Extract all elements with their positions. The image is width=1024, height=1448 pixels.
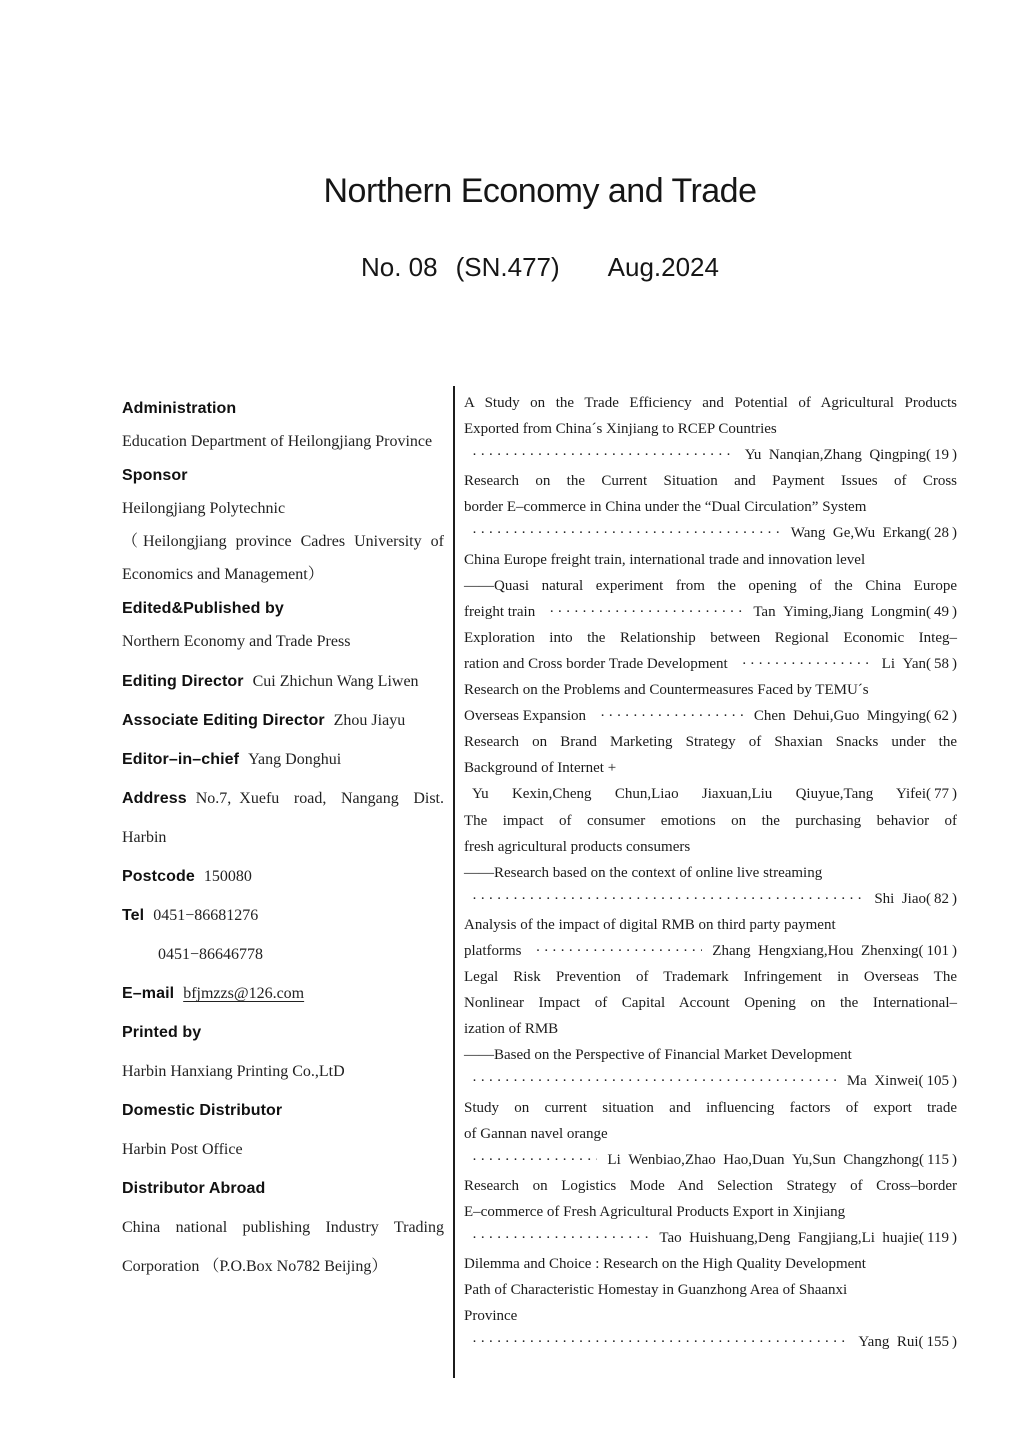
- serial-number: (SN.477): [455, 252, 560, 282]
- toc-authors-page: Chen Dehui,Guo Mingying( 62 ): [753, 708, 957, 725]
- toc-title-line: ——Research based on the context of online live streaming: [464, 864, 823, 881]
- toc-title-line: Research on the Problems and Countermeasures Faced by TEMU´s: [464, 682, 869, 699]
- toc-title-line: Yu Kexin,Cheng Chun,Liao Jiaxuan,Liu Qiuyue,Tang Yifei( 77 ): [472, 786, 957, 803]
- publisher-value: Harbin Hanxiang Printing Co.,LtD: [122, 1063, 345, 1081]
- toc-authors-page: Zhang Hengxiang,Hou Zhenxing( 101 ): [712, 942, 957, 959]
- publisher-row: [122, 779, 444, 857]
- publisher-heading: [122, 1169, 444, 1208]
- publisher-row: [122, 425, 444, 458]
- publisher-row: [122, 1130, 444, 1169]
- publisher-label: Postcode: [122, 868, 195, 886]
- toc-title-line: Research on Logistics Mode And Selection Strategy of Cross–border: [464, 1177, 957, 1194]
- publisher-value: Zhou Jiayu: [333, 712, 406, 730]
- publisher-value: Cui Zhichun Wang Liwen: [252, 673, 419, 691]
- toc-authors-page: Ma Xinwei( 105 ): [846, 1073, 957, 1090]
- issue-number: No. 08: [361, 252, 438, 282]
- toc-title-line: fresh agricultural products consumers: [464, 838, 691, 855]
- toc-leader-dots: [549, 599, 743, 625]
- toc-leader-dots: [742, 651, 872, 677]
- toc-authors-page: Shi Jiao( 82 ): [874, 890, 957, 907]
- publisher-value: China national publishing Industry Trading Corporation （P.O.Box No782 Beijing）: [122, 1219, 444, 1276]
- publisher-row: [122, 740, 444, 779]
- publisher-row: [122, 492, 444, 525]
- toc-line-text: Overseas Expansion: [464, 708, 587, 725]
- toc-leader-dots: [472, 1147, 597, 1173]
- publisher-label: Printed by: [122, 1024, 202, 1042]
- publisher-row: [122, 525, 444, 592]
- journal-title: Northern Economy and Trade: [323, 172, 757, 210]
- publisher-row: [122, 625, 444, 658]
- publisher-row: [122, 974, 444, 1013]
- toc-title-line: ——Quasi natural experiment from the opening of the China Europe: [464, 577, 957, 594]
- issue-date: Aug.2024: [607, 252, 719, 282]
- publisher-row: [122, 857, 444, 896]
- toc-leader-line: [464, 1068, 957, 1094]
- toc-title-line: China Europe freight train, international trade and innovation level: [464, 551, 866, 568]
- toc-title-line: Exploration into the Relationship between Regional Economic Integ–: [464, 629, 957, 646]
- toc-title-line: Path of Characteristic Homestay in Guanzhong Area of Shaanxi: [464, 1282, 848, 1299]
- publisher-label: Distributor Abroad: [122, 1180, 266, 1198]
- toc-title-line: Legal Risk Prevention of Trademark Infringement in Overseas The: [464, 969, 957, 986]
- toc-title-line: Analysis of the impact of digital RMB on third party payment: [464, 916, 836, 933]
- toc-authors-page: Tao Huishuang,Deng Fangjiang,Li huajie( 119 ): [659, 1230, 957, 1246]
- publisher-value: Heilongjiang Polytechnic: [122, 499, 286, 517]
- toc-leader-dots: [536, 938, 703, 964]
- toc-leader-line: [464, 442, 957, 468]
- toc-title-line: Study on current situation and influencing factors of export trade: [464, 1099, 957, 1116]
- publisher-label: Sponsor: [122, 466, 188, 484]
- toc-leader-dots: [472, 1068, 837, 1094]
- toc-authors-page: Li Wenbiao,Zhao Hao,Duan Yu,Sun Changzhong( 115 ): [607, 1151, 957, 1168]
- toc-leader-dots: [472, 886, 864, 912]
- toc-leader-line: [464, 886, 957, 912]
- publisher-label: Address: [122, 790, 187, 808]
- toc-title-line: E–commerce of Fresh Agricultural Products Export in Xinjiang: [464, 1203, 846, 1220]
- publisher-row: [122, 1052, 444, 1091]
- publisher-label: Editor–in–chief: [122, 751, 240, 769]
- toc-authors-page: Yu Nanqian,Zhang Qingping( 19 ): [744, 447, 957, 464]
- publisher-value: 150080: [203, 868, 252, 886]
- toc-leader-line: [464, 1225, 957, 1251]
- publisher-value: Northern Economy and Trade Press: [122, 633, 351, 651]
- publisher-row: [122, 1208, 444, 1286]
- toc-title-line: Exported from China´s Xinjiang to RCEP Countries: [464, 421, 777, 438]
- toc-title-line: Research on Brand Marketing Strategy of Shaxian Snacks under the: [464, 734, 957, 751]
- toc-list: [464, 390, 957, 1355]
- toc-authors-page: Tan Yiming,Jiang Longmin( 49 ): [753, 603, 957, 620]
- publisher-row: [122, 896, 444, 935]
- publisher-label: Domestic Distributor: [122, 1102, 283, 1120]
- publisher-value: Education Department of Heilongjiang Province: [122, 433, 433, 451]
- publisher-label: Associate Editing Director: [122, 712, 325, 730]
- toc-title-line: of Gannan navel orange: [464, 1125, 608, 1142]
- toc-title-line: Province: [464, 1308, 518, 1325]
- toc-title-line: ization of RMB: [464, 1021, 559, 1038]
- toc-leader-line: [464, 599, 957, 625]
- publisher-row: [122, 662, 444, 701]
- toc-title-line: border E–commerce in China under the “Dual Circulation” System: [464, 499, 867, 516]
- publisher-label: E–mail: [122, 985, 175, 1003]
- publisher-label: Tel: [122, 907, 145, 925]
- publisher-top-section: [122, 392, 444, 658]
- publisher-label: Edited&Published by: [122, 599, 284, 617]
- toc-leader-dots: [472, 1329, 848, 1355]
- publisher-heading: [122, 592, 444, 625]
- publisher-value: Yang Donghui: [248, 751, 342, 769]
- toc-line-text: platforms: [464, 942, 522, 959]
- toc-leader-line: [464, 1147, 957, 1173]
- publisher-label: Editing Director: [122, 673, 244, 691]
- publisher-heading: [122, 1091, 444, 1130]
- toc-leader-line: [464, 938, 957, 964]
- toc-title-line: Dilemma and Choice : Research on the High Quality Development: [464, 1256, 866, 1273]
- publisher-value: 0451−86646778: [158, 946, 264, 964]
- toc-title-line: A Study on the Trade Efficiency and Potential of Agricultural Products: [464, 395, 957, 411]
- toc-leader-dots: [472, 442, 735, 468]
- toc-leader-line: [464, 520, 957, 546]
- toc-authors-page: Wang Ge,Wu Erkang( 28 ): [790, 525, 957, 542]
- publisher-bottom-section: [122, 662, 444, 1286]
- toc-line-text: freight train: [464, 603, 536, 620]
- publisher-heading: [122, 1013, 444, 1052]
- publisher-panel: [122, 392, 444, 1286]
- publisher-value: Harbin Post Office: [122, 1141, 243, 1159]
- toc-line-text: ration and Cross border Trade Development: [464, 655, 728, 672]
- publisher-value: 0451−86681276: [153, 907, 259, 925]
- publisher-row: [122, 701, 444, 740]
- toc-title-line: Nonlinear Impact of Capital Account Opening on the International–: [464, 995, 957, 1012]
- toc-leader-line: [464, 1329, 957, 1355]
- column-divider: [453, 386, 455, 1378]
- publisher-value: No.7, Xuefu road, Nangang Dist. Harbin: [122, 790, 444, 847]
- publisher-label: Administration: [122, 400, 237, 417]
- issue-line: [0, 252, 1024, 283]
- toc-title-line: The impact of consumer emotions on the purchasing behavior of: [464, 812, 957, 829]
- toc-leader-dots: [600, 703, 744, 729]
- email-link[interactable]: bfjmzzs@126.com: [183, 985, 305, 1003]
- toc-authors-page: Yang Rui( 155 ): [858, 1334, 957, 1351]
- toc-title-line: Research on the Current Situation and Payment Issues of Cross: [464, 473, 957, 490]
- toc-leader-line: [464, 651, 957, 677]
- publisher-value: （Heilongjiang province Cadres University of Economics and Management）: [122, 533, 444, 584]
- publisher-heading: [122, 392, 444, 425]
- toc-leader-line: [464, 703, 957, 729]
- toc-authors-page: Li Yan( 58 ): [881, 655, 957, 672]
- toc-title-line: ——Based on the Perspective of Financial Market Development: [464, 1047, 852, 1064]
- toc-title-line: Background of Internet +: [464, 760, 617, 777]
- toc-leader-dots: [472, 520, 781, 546]
- toc-leader-dots: [472, 1225, 649, 1251]
- publisher-heading: [122, 459, 444, 492]
- publisher-row: [122, 935, 444, 974]
